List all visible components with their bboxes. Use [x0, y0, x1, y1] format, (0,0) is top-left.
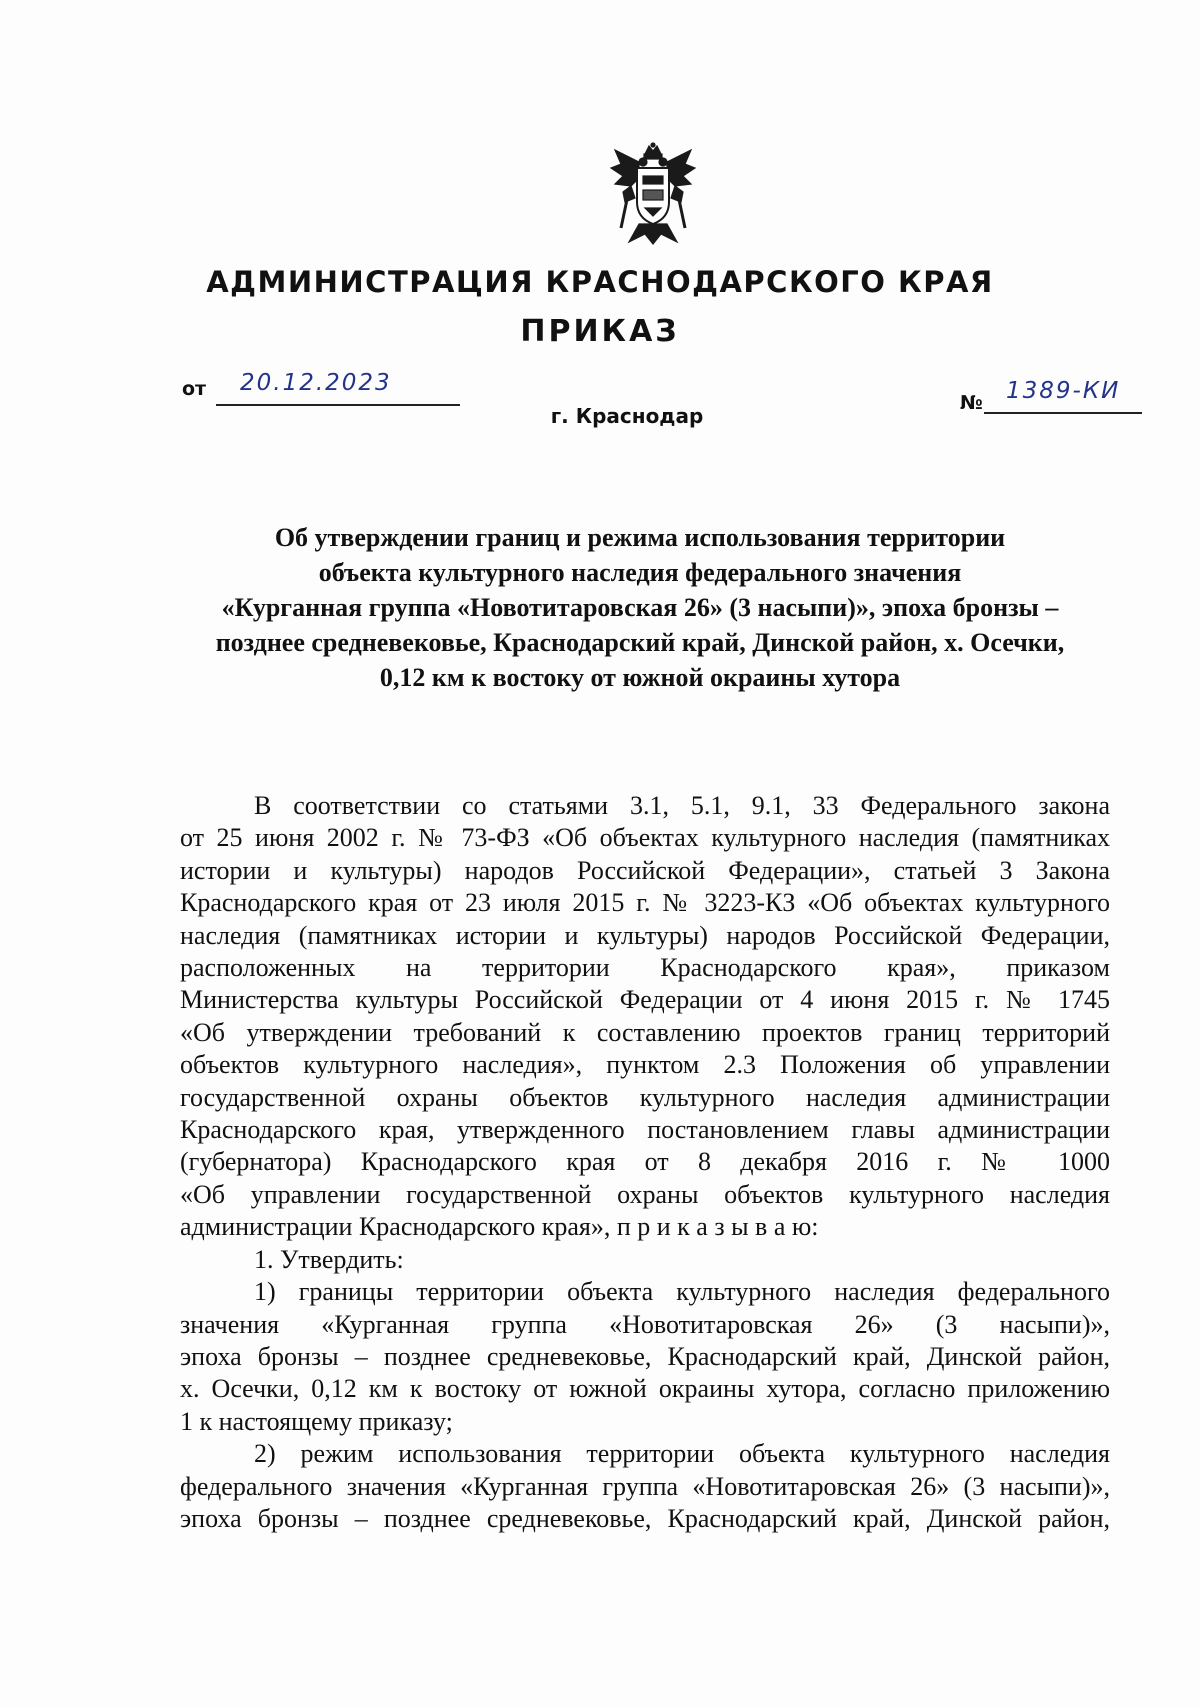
body-line: 1 к настоящему приказу; — [180, 1406, 453, 1436]
city: г. Краснодар — [550, 404, 704, 428]
body-line: объектов культурного наследия», пунктом 2.3 Положения об управлении — [180, 1050, 1110, 1080]
body-line: расположенных на территории Краснодарского края», приказом — [180, 953, 1110, 983]
body-line: 1. Утвердить: — [254, 1244, 404, 1274]
organization-name: АДМИНИСТРАЦИЯ КРАСНОДАРСКОГО КРАЯ — [206, 265, 994, 299]
body-line: «Об утверждении требований к составлению проектов границ территорий — [180, 1017, 1110, 1047]
title-line: позднее средневековье, Краснодарский край, Динской район, х. Осечки, — [215, 628, 1065, 657]
body-line: Министерства культуры Российской Федерации от 4 июня 2015 г. № 1745 — [180, 985, 1110, 1015]
body-line: 1) границы территории объекта культурного наследия федерального — [254, 1277, 1110, 1307]
title-line: Об утверждении границ и режима использования территории — [274, 523, 1006, 552]
date-label: от — [182, 378, 207, 400]
number-label: № — [960, 392, 983, 414]
document-body — [180, 790, 1110, 1535]
handwritten-number: 1389-КИ — [1006, 378, 1121, 404]
body-line: х. Осечки, 0,12 км к востоку от южной окраины хутора, согласно приложению — [180, 1374, 1110, 1404]
body-line: Краснодарского края, утвержденного постановлением главы администрации — [180, 1115, 1110, 1145]
title-line: объекта культурного наследия федерального значения — [318, 558, 962, 587]
body-line: государственной охраны объектов культурного наследия администрации — [180, 1082, 1110, 1112]
body-line: эпоха бронзы – позднее средневековье, Краснодарский край, Динской район, — [180, 1503, 1110, 1533]
body-line: В соответствии со статьями 3.1, 5.1, 9.1, 33 Федерального закона — [254, 791, 1110, 820]
body-line: значения «Курганная группа «Новотитаровская 26» (3 насыпи)», — [180, 1309, 1110, 1339]
title-line: 0,12 км к востоку от южной окраины хутора — [379, 663, 901, 692]
body-line: «Об управлении государственной охраны объектов культурного наследия — [180, 1179, 1110, 1209]
coat-of-arms-icon — [609, 142, 697, 246]
handwritten-date: 20.12.2023 — [240, 370, 392, 396]
body-line: от 25 июня 2002 г. № 73-ФЗ «Об объектах культурного наследия (памятниках — [180, 823, 1110, 853]
body-line: (губернатора) Краснодарского края от 8 декабря 2016 г. № 1000 — [180, 1147, 1110, 1177]
body-line: администрации Краснодарского края», п р и к а з ы в а ю: — [180, 1212, 819, 1242]
title-line: «Курганная группа «Новотитаровская 26» (3 насыпи)», эпоха бронзы – — [221, 593, 1059, 622]
body-line: истории и культуры) народов Российской Федерации», статьей 3 Закона — [180, 855, 1110, 885]
body-line: федерального значения «Курганная группа «Новотитаровская 26» (3 насыпи)», — [180, 1471, 1110, 1501]
body-line: наследия (памятниках истории и культуры) народов Российской Федерации, — [180, 920, 1110, 950]
document-type: ПРИКАЗ — [520, 314, 680, 349]
body-line: Краснодарского края от 23 июля 2015 г. № 3223-КЗ «Об объектах культурного — [180, 888, 1110, 918]
body-line: эпоха бронзы – позднее средневековье, Краснодарский край, Динской район, — [180, 1341, 1110, 1371]
document-title — [160, 520, 1120, 695]
body-line: 2) режим использования территории объекта культурного наследия — [254, 1439, 1110, 1469]
